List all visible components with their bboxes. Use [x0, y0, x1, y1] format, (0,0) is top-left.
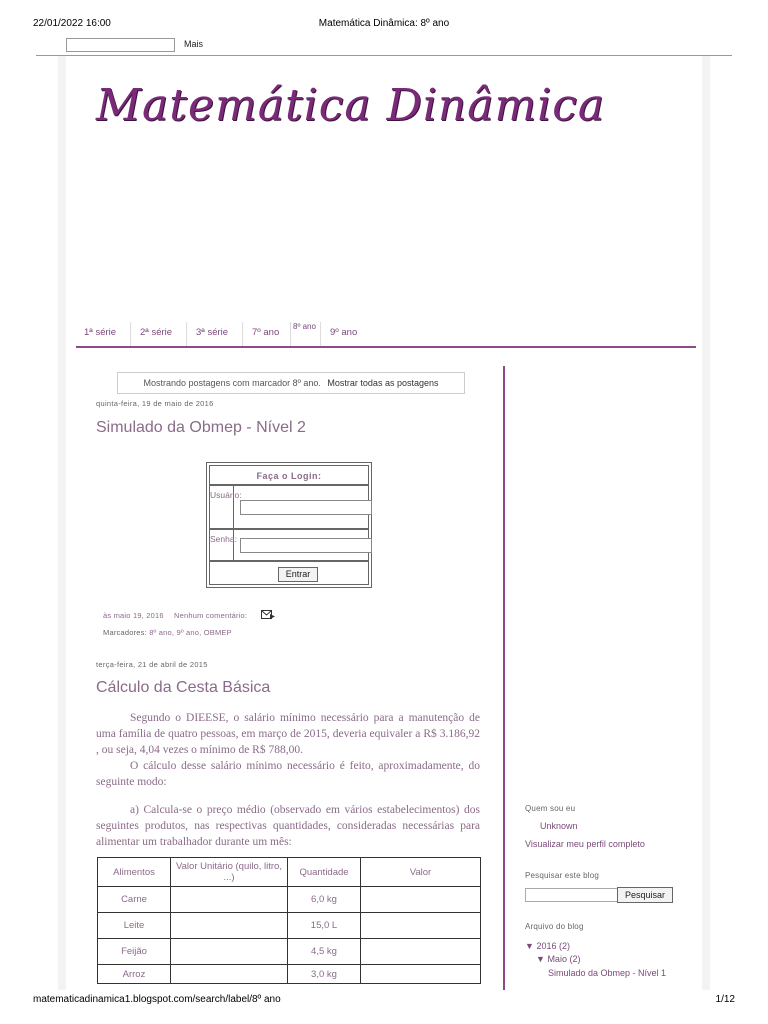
- tab-9o-ano[interactable]: 9º ano: [330, 327, 358, 338]
- paragraph: Segundo o DIEESE, o salário mínimo necessário para a manutenção de uma família de quatro pessoas, em março de 2015, deveria equivaler a R$ 3.186,92 , ou seja, 4,04 vezes o mínimo de R$ 788,00.: [96, 712, 480, 756]
- table-cell: 6,0 kg: [288, 887, 361, 913]
- archive-month-link[interactable]: Maio (2): [547, 954, 581, 964]
- table-cell: [171, 939, 288, 965]
- column-header: Valor Unitário (quilo, litro, ...): [171, 858, 288, 887]
- navbar-search-input[interactable]: [66, 38, 175, 52]
- password-label: Senha:: [210, 530, 234, 560]
- food-table: [97, 857, 481, 984]
- post-timestamp-link[interactable]: às maio 19, 2016: [103, 611, 164, 620]
- user-label: Usuário:: [210, 486, 234, 528]
- table-row: [98, 887, 481, 913]
- table-cell: Feijão: [98, 939, 171, 965]
- blog-title[interactable]: Matemática Dinâmica: [96, 80, 606, 131]
- table-cell: [361, 887, 481, 913]
- labels-links[interactable]: 8º ano, 9º ano, OBMEP: [149, 628, 232, 637]
- search-title: Pesquisar este blog: [525, 871, 600, 880]
- post-date: terça-feira, 21 de abril de 2015: [96, 660, 208, 669]
- archive-year[interactable]: [525, 941, 570, 951]
- column-header: Valor: [361, 858, 481, 887]
- table-row: [98, 939, 481, 965]
- login-header: Faça o Login:: [209, 465, 369, 485]
- table-cell: [361, 913, 481, 939]
- table-row: [98, 965, 481, 984]
- post-title[interactable]: Cálculo da Cesta Básica: [96, 679, 271, 696]
- archive-title: Arquivo do blog: [525, 922, 584, 931]
- table-cell: Leite: [98, 913, 171, 939]
- paragraph-spacer: [96, 790, 480, 802]
- paragraph: O cálculo desse salário mínimo necessário é feito, aproximadamente, do seguinte modo:: [96, 760, 480, 788]
- search-button[interactable]: Pesquisar: [617, 887, 673, 903]
- archive-post-link[interactable]: Simulado da Obmep - Nível 1: [548, 968, 667, 978]
- archive-year-link[interactable]: 2016 (2): [536, 941, 570, 951]
- profile-name-link[interactable]: Unknown: [540, 821, 578, 831]
- about-title: Quem sou eu: [525, 804, 576, 813]
- post-date: quinta-feira, 19 de maio de 2016: [96, 399, 214, 408]
- page-tabs: [76, 320, 696, 348]
- print-url: matematicadinamica1.blogspot.com/search/label/8º ano: [33, 994, 281, 1005]
- expand-arrow-icon[interactable]: ▼: [536, 954, 545, 964]
- show-all-posts-link[interactable]: Mostrar todas as postagens: [327, 378, 439, 388]
- blogger-navbar: [0, 36, 768, 56]
- table-cell: [171, 887, 288, 913]
- table-cell: 4,5 kg: [288, 939, 361, 965]
- comments-link[interactable]: Nenhum comentário:: [174, 611, 248, 620]
- table-cell: [171, 913, 288, 939]
- login-form: [206, 462, 372, 588]
- expand-arrow-icon[interactable]: ▼: [525, 941, 534, 951]
- table-cell: Arroz: [98, 965, 171, 984]
- column-divider: [503, 366, 505, 990]
- tab-2a-serie[interactable]: 2ª série: [140, 327, 173, 338]
- login-button-row: [209, 561, 369, 585]
- tab-divider: [186, 322, 187, 346]
- table-cell: [361, 939, 481, 965]
- table-cell: [171, 965, 288, 984]
- login-user-row: [209, 485, 369, 529]
- paragraph: a) Calcula-se o preço médio (observado em vários estabelecimentos) dos seguintes produtos, nas respectivas quantidades, consideradas necessárias para alimentar um trabalhador durante um mês:: [96, 804, 480, 848]
- password-field[interactable]: [240, 538, 372, 553]
- print-title: Matemática Dinâmica: 8º ano: [318, 18, 450, 29]
- post-labels: [103, 628, 232, 637]
- post-footer-time: [103, 611, 164, 620]
- tab-divider: [130, 322, 131, 346]
- post-comments: [174, 611, 247, 620]
- post-body: [96, 710, 480, 850]
- table-cell: [361, 965, 481, 984]
- label-status-message: [117, 372, 465, 394]
- table-row: [98, 913, 481, 939]
- login-button[interactable]: Entrar: [278, 567, 318, 582]
- table-cell: 3,0 kg: [288, 965, 361, 984]
- status-text: Mostrando postagens com marcador 8º ano.: [143, 378, 321, 388]
- profile-link[interactable]: Visualizar meu perfil completo: [525, 839, 645, 849]
- print-page-number: 1/12: [715, 994, 735, 1005]
- tab-1a-serie[interactable]: 1ª série: [84, 327, 117, 338]
- archive-month[interactable]: [536, 954, 580, 964]
- email-post-icon[interactable]: [261, 610, 275, 620]
- print-header: [0, 0, 768, 36]
- column-header: Quantidade: [288, 858, 361, 887]
- table-cell: Carne: [98, 887, 171, 913]
- navbar-more-link[interactable]: Mais: [184, 39, 204, 49]
- tab-divider: [290, 322, 291, 346]
- print-datetime: 22/01/2022 16:00: [33, 18, 111, 29]
- tab-divider: [320, 322, 321, 346]
- labels-prefix: Marcadores:: [103, 628, 147, 637]
- tab-3a-serie[interactable]: 3ª série: [196, 327, 229, 338]
- blog-search-input[interactable]: [525, 888, 619, 902]
- column-header: Alimentos: [98, 858, 171, 887]
- username-field[interactable]: [240, 500, 372, 515]
- tab-7o-ano[interactable]: 7º ano: [252, 327, 280, 338]
- table-cell: 15,0 L: [288, 913, 361, 939]
- tab-8o-ano[interactable]: 8º ano: [293, 322, 316, 331]
- login-password-row: [209, 529, 369, 561]
- table-header-row: [98, 858, 481, 887]
- tab-divider: [242, 322, 243, 346]
- post-title[interactable]: Simulado da Obmep - Nível 2: [96, 419, 306, 436]
